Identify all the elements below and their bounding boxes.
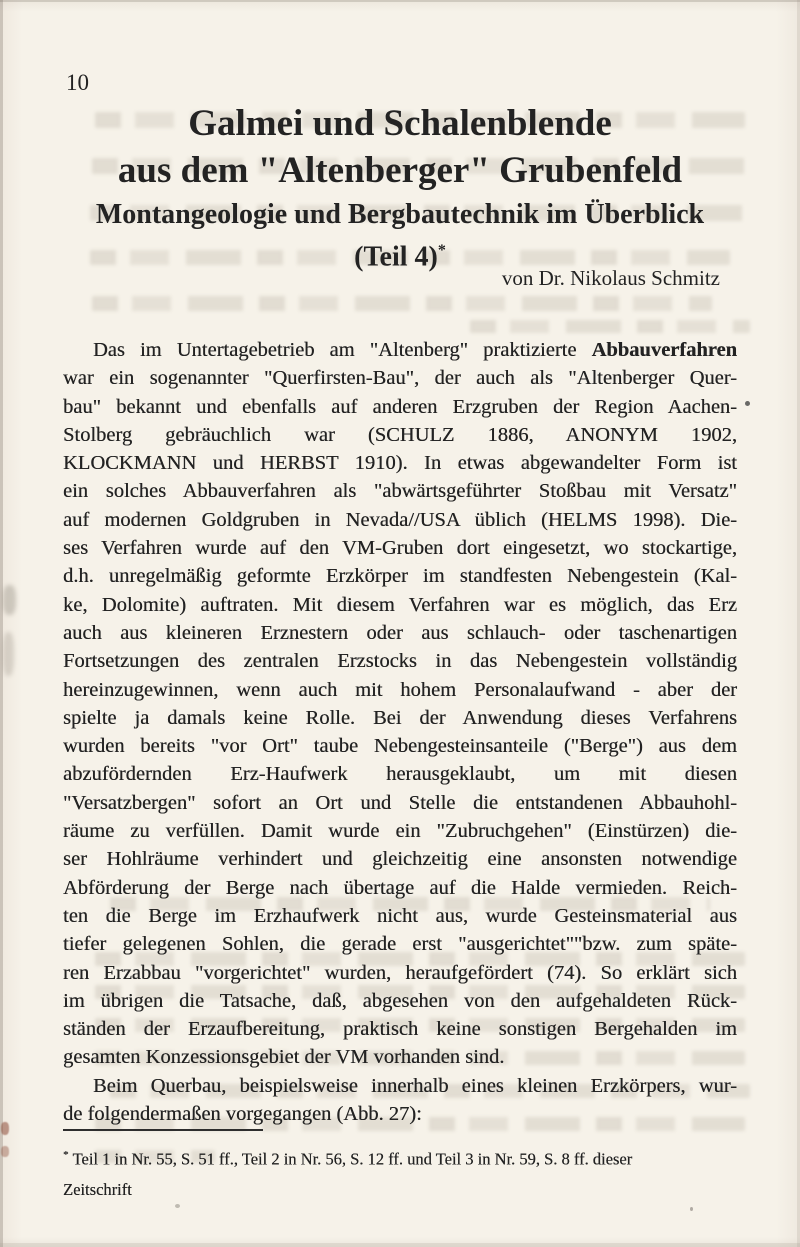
margin-smudge: [3, 632, 14, 676]
footnote-text-1: Teil 1 in Nr. 55, S. 51 ff., Teil 2 in Nr. 56, S. 12 ff. und Teil 3 in Nr. 59, S. 8 ff. dieser: [72, 1149, 633, 1169]
body-text-segment: wurden bereits "vor Ort" taube Nebengesteinsanteile ("Berge") aus dem: [63, 735, 737, 758]
part-label-text: (Teil 4): [354, 241, 438, 273]
footnote-text-2: Zeitschrift: [63, 1179, 132, 1199]
body-text-segment: spielte ja damals keine Rolle. Bei der Anwendung dieses Verfahrens: [63, 706, 737, 729]
body-text-segment: auch aus kleineren Erznestern oder aus schlauch- oder taschenartigen: [63, 621, 737, 644]
body-text-segment: ren Erzabbau "vorgerichtet" wurden, heraufgefördert (74). So erklärt sich: [63, 961, 737, 984]
body-line: [63, 364, 737, 392]
body-line: [63, 562, 737, 590]
body-text-segment: war ein sogenannter "Querfirsten-Bau", der auch als "Altenberger Quer-: [63, 367, 737, 390]
margin-smudge: [3, 585, 16, 615]
body-line: [63, 704, 737, 732]
body-line: [63, 506, 737, 534]
body-text-segment: räume zu verfüllen. Damit wurde ein "Zubruchgehen" (Einstürzen) die-: [63, 820, 737, 843]
body-line: [63, 1100, 737, 1128]
body-line: [63, 1072, 737, 1100]
body-text-segment: abzufördernden Erz-Haufwerk herausgeklaubt, um mit diesen: [63, 763, 737, 786]
body-line: [63, 760, 737, 788]
title-line-1: Galmei und Schalenblende: [188, 103, 612, 144]
body-line: [63, 789, 737, 817]
footnote-line-1: [63, 1140, 737, 1175]
body-text-segment: Beim Querbau, beispielsweise innerhalb eines kleinen Erzkörpers, wur-: [93, 1074, 737, 1097]
body-line: [63, 619, 737, 647]
body-line: [63, 1043, 737, 1071]
body-text-segment: Das im Untertagebetrieb am "Altenberg" praktizierte: [93, 339, 592, 361]
body-line: [63, 421, 737, 449]
body-line: [63, 902, 737, 930]
scan-edge-bottom: [0, 1243, 800, 1247]
author-byline: von Dr. Nikolaus Schmitz: [501, 266, 720, 290]
footnote-marker: *: [63, 1149, 69, 1161]
ink-speck: [745, 401, 750, 406]
footnote-reference-mark: *: [437, 242, 446, 259]
body-line: [63, 393, 737, 421]
footnote: [63, 1140, 737, 1205]
footnote-divider: [63, 1129, 263, 1131]
body-text: [63, 336, 737, 1128]
body-line: [63, 845, 737, 873]
body-line: [63, 959, 737, 987]
article-title: [0, 100, 800, 194]
margin-smudge: [1, 1146, 9, 1157]
body-text-segment: KLOCKMANN und HERBST 1910). In etwas abgewandelter Form ist: [63, 452, 737, 475]
page-number: 10: [66, 70, 89, 95]
body-text-segment: auf modernen Goldgruben in Nevada//USA üblich (HELMS 1998). Die-: [63, 508, 737, 531]
body-text-segment: hereinzugewinnen, wenn auch mit hohem Personalaufwand - aber der: [63, 678, 737, 701]
body-text-segment: ser Hohlräume verhindert und gleichzeitig eine ansonsten notwendige: [63, 848, 737, 871]
body-line: [63, 591, 737, 619]
body-text-segment: d.h. unregelmäßig geformte Erzkörper im standfesten Nebengestein (Kal-: [63, 565, 737, 588]
body-text-segment: Abförderung der Berge nach übertage auf die Halde vermieden. Reich-: [63, 876, 737, 899]
bleedthrough-artifact: [470, 320, 750, 333]
body-line: [63, 874, 737, 902]
body-text-segment: de folgendermaßen vorgegangen (Abb. 27):: [63, 1103, 422, 1126]
bleedthrough-artifact: [92, 296, 712, 311]
margin-smudge: [1, 1122, 9, 1135]
title-line-2: aus dem "Altenberger" Grubenfeld: [117, 150, 683, 191]
bold-term: Abbauverfahren: [591, 339, 737, 361]
ink-speck: [690, 1207, 693, 1211]
body-line: [63, 676, 737, 704]
body-line: [63, 336, 737, 364]
ink-speck: [175, 1204, 180, 1208]
body-text-segment: ten die Berge im Erzhaufwerk nicht aus, wurde Gesteinsmaterial aus: [63, 904, 737, 927]
body-text-segment: "Versatzbergen" sofort an Ort und Stelle die entstandenen Abbauhohl-: [63, 791, 737, 814]
body-text-segment: gesamten Konzessionsgebiet der VM vorhanden sind.: [63, 1046, 505, 1069]
body-line: [63, 449, 737, 477]
body-text-segment: Fortsetzungen des zentralen Erzstocks in das Nebengestein vollständig: [63, 650, 737, 673]
body-text-segment: ein solches Abbauverfahren als "abwärtsgeführter Stoßbau mit Versatz": [63, 480, 737, 503]
body-line: [63, 987, 737, 1015]
body-line: [63, 477, 737, 505]
body-line: [63, 647, 737, 675]
body-line: [63, 534, 737, 562]
body-text-segment: im übrigen die Tatsache, daß, abgesehen von den aufgehaldeten Rück-: [63, 989, 737, 1012]
body-line: [63, 930, 737, 958]
body-line: [63, 732, 737, 760]
body-text-segment: ke, Dolomite) auftraten. Mit diesem Verfahren war es möglich, das Erz: [63, 593, 737, 616]
body-line: [63, 1015, 737, 1043]
body-text-segment: ständen der Erzaufbereitung, praktisch keine sonstigen Bergehalden im: [63, 1018, 737, 1041]
scan-edge-top: [0, 0, 800, 2]
article-subtitle: Montangeologie und Bergbautechnik im Überblick: [95, 199, 705, 230]
body-text-segment: Stolberg gebräuchlich war (SCHULZ 1886, ANONYM 1902,: [63, 423, 737, 446]
body-text-segment: bau" bekannt und ebenfalls auf anderen Erzgruben der Region Aachen-: [63, 395, 737, 418]
body-text-segment: tiefer gelegenen Sohlen, die gerade erst "ausgerichtet""bzw. zum späte-: [63, 933, 737, 956]
body-line: [63, 817, 737, 845]
body-text-segment: ses Verfahren wurde auf den VM-Gruben dort eingesetzt, wo stockartige,: [63, 537, 737, 560]
